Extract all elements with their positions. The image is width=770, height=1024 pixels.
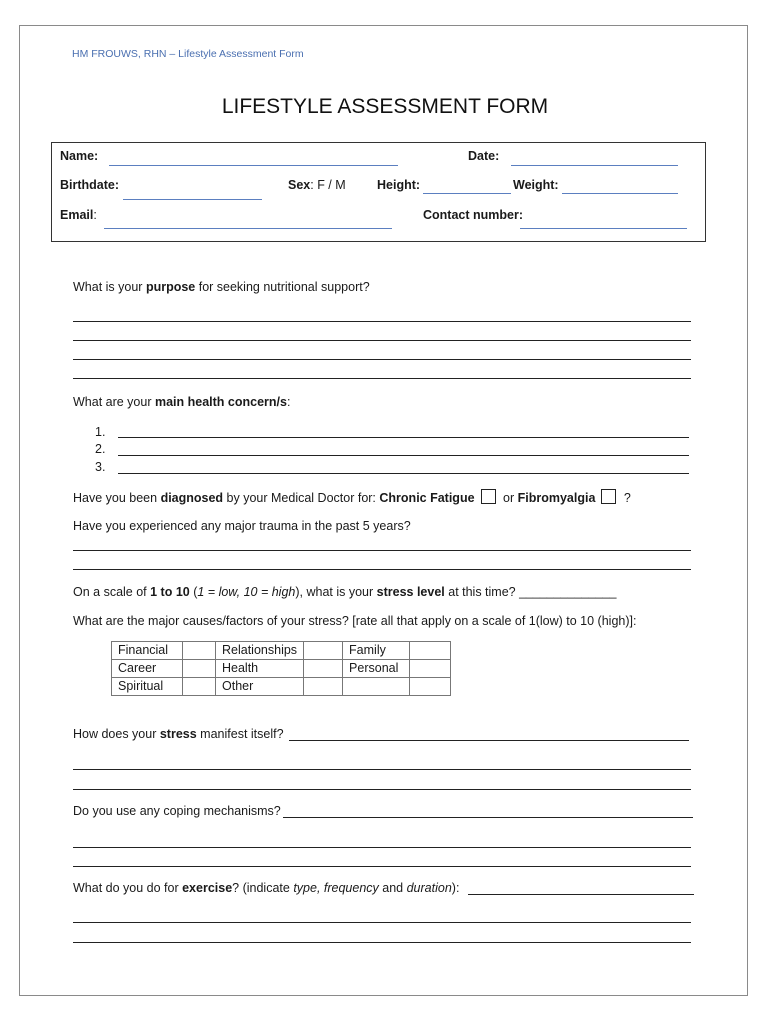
trauma-line-1[interactable] [73, 550, 691, 551]
stress-manifest-line-1[interactable] [73, 769, 691, 770]
email-field[interactable] [104, 228, 392, 229]
contact-field[interactable] [520, 228, 687, 229]
coping-line-1[interactable] [73, 847, 691, 848]
concerns-question: What are your main health concern/s: [73, 395, 291, 409]
header-note: HM FROUWS, RHN – Lifestyle Assessment Form [72, 48, 304, 60]
weight-label: Weight: [513, 178, 559, 192]
concern-number-3: 3. [95, 460, 106, 474]
factor-label: Other [216, 678, 304, 696]
sex-label: Sex: F / M [288, 178, 346, 192]
purpose-question: What is your purpose for seeking nutritional support? [73, 280, 370, 294]
factor-rating-cell[interactable] [304, 642, 343, 660]
birthdate-label: Birthdate: [60, 178, 120, 192]
personal-info-box [51, 142, 706, 242]
stress-manifest-line-2[interactable] [73, 789, 691, 790]
contact-label: Contact number: [423, 208, 523, 222]
trauma-line-2[interactable] [73, 569, 691, 570]
height-field[interactable] [423, 193, 511, 194]
factor-label: Family [343, 642, 410, 660]
factor-label: Career [112, 660, 183, 678]
factor-label: Financial [112, 642, 183, 660]
concern-line-1[interactable] [118, 437, 689, 438]
chronic-fatigue-checkbox[interactable] [481, 489, 496, 504]
factor-label: Health [216, 660, 304, 678]
purpose-line-4[interactable] [73, 378, 691, 379]
coping-line-2[interactable] [73, 866, 691, 867]
exercise-line-2[interactable] [73, 942, 691, 943]
factor-rating-cell[interactable] [410, 642, 451, 660]
height-label: Height: [377, 178, 421, 192]
factor-label: Spiritual [112, 678, 183, 696]
purpose-line-3[interactable] [73, 359, 691, 360]
trauma-question: Have you experienced any major trauma in the past 5 years? [73, 519, 411, 533]
coping-inline-line[interactable] [283, 817, 693, 818]
table-row [112, 642, 451, 660]
factor-label: Relationships [216, 642, 304, 660]
stress-factors-table [111, 641, 451, 696]
table-row [112, 660, 451, 678]
exercise-question: What do you do for exercise? (indicate type, frequency and duration): [73, 881, 460, 895]
purpose-line-1[interactable] [73, 321, 691, 322]
concern-line-2[interactable] [118, 455, 689, 456]
concern-line-3[interactable] [118, 473, 689, 474]
coping-question: Do you use any coping mechanisms? [73, 804, 281, 818]
factor-rating-cell[interactable] [304, 678, 343, 696]
exercise-inline-line[interactable] [468, 894, 694, 895]
purpose-line-2[interactable] [73, 340, 691, 341]
fibromyalgia-checkbox[interactable] [601, 489, 616, 504]
factor-rating-cell[interactable] [410, 678, 451, 696]
stress-manifest-inline-line[interactable] [289, 740, 689, 741]
factor-label: Personal [343, 660, 410, 678]
birthdate-field[interactable] [123, 199, 262, 200]
email-label: Email: [60, 208, 97, 222]
stress-level-question: On a scale of 1 to 10 (1 = low, 10 = high), what is your stress level at this time? ______________ [73, 585, 617, 599]
weight-field[interactable] [562, 193, 678, 194]
date-field[interactable] [511, 165, 678, 166]
concern-number-2: 2. [95, 442, 106, 456]
concern-number-1: 1. [95, 425, 106, 439]
factor-rating-cell[interactable] [410, 660, 451, 678]
stress-factors-question: What are the major causes/factors of your stress? [rate all that apply on a scale of 1(low) to 10 (high)]: [73, 614, 637, 628]
name-field[interactable] [109, 165, 398, 166]
name-label: Name: [60, 149, 99, 163]
factor-label [343, 678, 410, 696]
exercise-line-1[interactable] [73, 922, 691, 923]
factor-rating-cell[interactable] [183, 678, 216, 696]
stress-manifest-question: How does your stress manifest itself? [73, 727, 284, 741]
date-label: Date: [468, 149, 500, 163]
form-title: LIFESTYLE ASSESSMENT FORM [221, 95, 549, 118]
factor-rating-cell[interactable] [183, 642, 216, 660]
factor-rating-cell[interactable] [183, 660, 216, 678]
factor-rating-cell[interactable] [304, 660, 343, 678]
diagnosed-question: Have you been diagnosed by your Medical Doctor for: Chronic Fatigue or Fibromyalgia ? [73, 491, 631, 505]
table-row [112, 678, 451, 696]
